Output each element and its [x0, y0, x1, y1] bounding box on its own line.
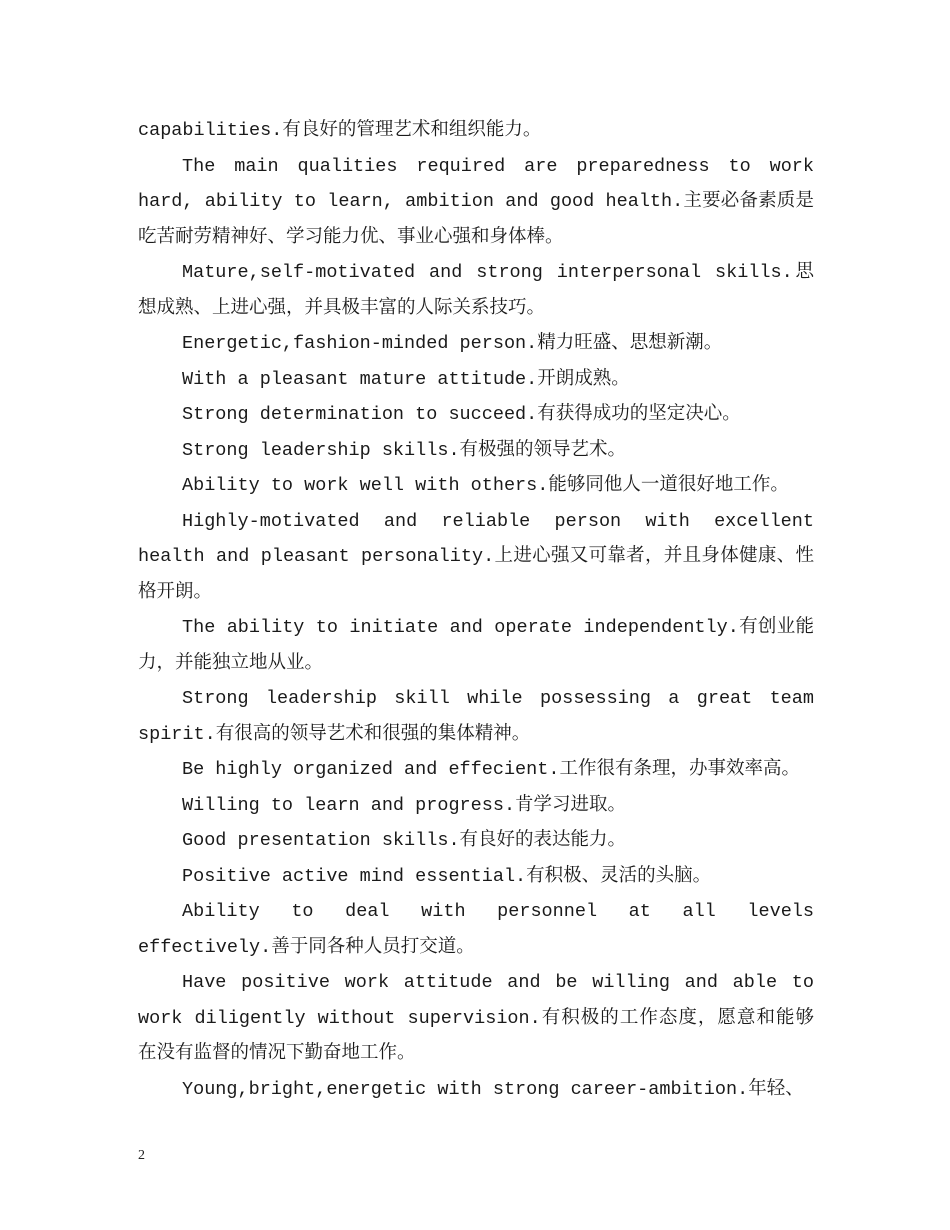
paragraph: Be highly organized and effecient.工作很有条理，办事效率高。	[182, 759, 800, 780]
paragraph: Highly-motivated and reliable person with excellent health and pleasant personality.上进心强又可靠者，并且身体健康、性格开朗。	[138, 510, 814, 603]
paragraph: Ability to work well with others.能够同他人一道很好地工作。	[182, 475, 789, 496]
page-number: 2	[138, 1148, 145, 1163]
paragraph: Have positive work attitude and be willing and able to work diligently without supervision.有积极的工作态度，愿意和能够在没有监督的情况下勤奋地工作。	[138, 972, 814, 1064]
paragraph: Mature,self-motivated and strong interpersonal skills.思想成熟、上进心强，并具极丰富的人际关系技巧。	[138, 262, 814, 319]
paragraph: Young,bright,energetic with strong career-ambition.年轻、	[182, 1078, 804, 1100]
paragraph: Positive active mind essential.有积极、灵活的头脑。	[182, 865, 712, 887]
paragraph: With a pleasant mature attitude.开朗成熟。	[182, 368, 630, 390]
paragraph: Willing to learn and progress.肯学习进取。	[182, 794, 627, 816]
paragraph: The main qualities required are preparedness to work hard, ability to learn, ambition and good health.主要必备素质是吃苦耐劳精神好、学习能力优、事业心强和身体棒。	[138, 155, 814, 248]
paragraph: Strong determination to succeed.有获得成功的坚定决心。	[182, 404, 741, 425]
paragraph: Ability to deal with personnel at all levels effectively.善于同各种人员打交道。	[138, 901, 814, 958]
paragraph: Energetic,fashion-minded person.精力旺盛、思想新潮。	[182, 333, 723, 354]
paragraph: Good presentation skills.有良好的表达能力。	[182, 830, 627, 851]
paragraph: Strong leadership skill while possessing a great team spirit.有很高的领导艺术和很强的集体精神。	[138, 688, 814, 745]
document-body	[138, 113, 814, 1107]
paragraph: capabilities.有良好的管理艺术和组织能力。	[138, 120, 542, 141]
paragraph: The ability to initiate and operate independently.有创业能力，并能独立地从业。	[138, 617, 814, 674]
paragraph: Strong leadership skills.有极强的领导艺术。	[182, 439, 627, 461]
